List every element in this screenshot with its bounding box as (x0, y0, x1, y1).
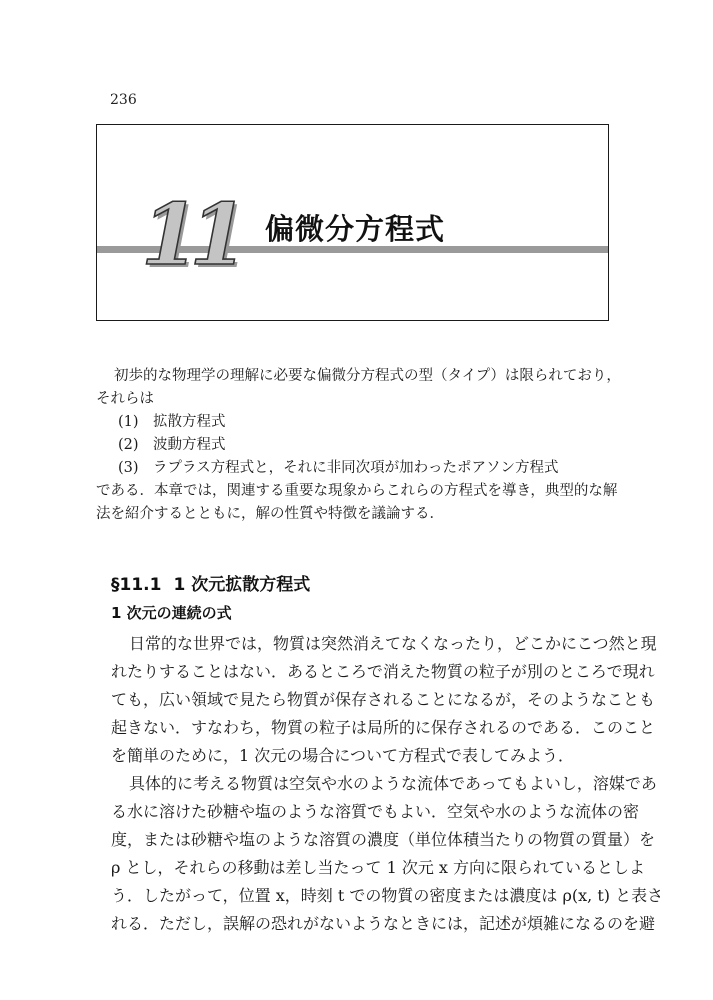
body-line: 度，または砂糖や塩のような溶質の濃度（単位体積当たりの物質の質量）を (111, 830, 656, 849)
body-line: ρ とし，それらの移動は差し当たって 1 次元 x 方向に限られているとしよ (111, 858, 646, 877)
list-item: (3) ラプラス方程式と，それに非同次項が加わったポアソン方程式 (118, 460, 559, 476)
chapter-number: 11 (141, 185, 238, 284)
intro-closing-line: 法を紹介するとともに，解の性質や特徴を議論する． (96, 506, 444, 522)
body-line: る水に溶けた砂糖や塩のような溶質でもよい．空気や水のような流体の密 (111, 802, 640, 821)
body-line: れる．ただし，誤解の恐れがないようなときには，記述が煩雑になるのを避 (111, 914, 656, 933)
section-heading (111, 570, 310, 595)
chapter-title: 偏微分方程式 (265, 212, 446, 246)
body-line: ても，広い領域で見たら物質が保存されることになるが，そのようなことも (111, 690, 656, 709)
intro-line: 初歩的な物理学の理解に必要な偏微分方程式の型（タイプ）は限られており， (114, 368, 621, 384)
section-title: 1 次元拡散方程式 (173, 575, 311, 595)
page-number: 236 (110, 92, 137, 108)
chapter-header (96, 124, 609, 321)
body-line: う．したがって，位置 x，時刻 t での物質の密度または濃度は ρ(x, t) と表さ (111, 886, 664, 905)
list-item: (1) 拡散方程式 (118, 414, 226, 430)
intro-closing-line: である．本章では，関連する重要な現象からこれらの方程式を導き，典型的な解 (96, 483, 618, 499)
intro-line: それらは (96, 391, 154, 407)
body-line: 日常的な世界では，物質は突然消えてなくなったり，どこかにこつ然と現 (129, 634, 657, 653)
list-item: (2) 波動方程式 (118, 437, 226, 453)
body-line: を簡単のために，1 次元の場合について方程式で表してみよう． (111, 746, 574, 765)
body-line: 起きない．すなわち，物質の粒子は局所的に保存されるのである．このこと (111, 718, 656, 737)
body-line: 具体的に考える物質は空気や水のような流体であってもよいし，溶媒であ (129, 774, 657, 793)
body-line: れたりすることはない．あるところで消えた物質の粒子が別のところで現れ (111, 662, 655, 681)
subsection-title: 1 次元の連続の式 (111, 604, 232, 622)
section-number: §11.1 (111, 575, 162, 595)
